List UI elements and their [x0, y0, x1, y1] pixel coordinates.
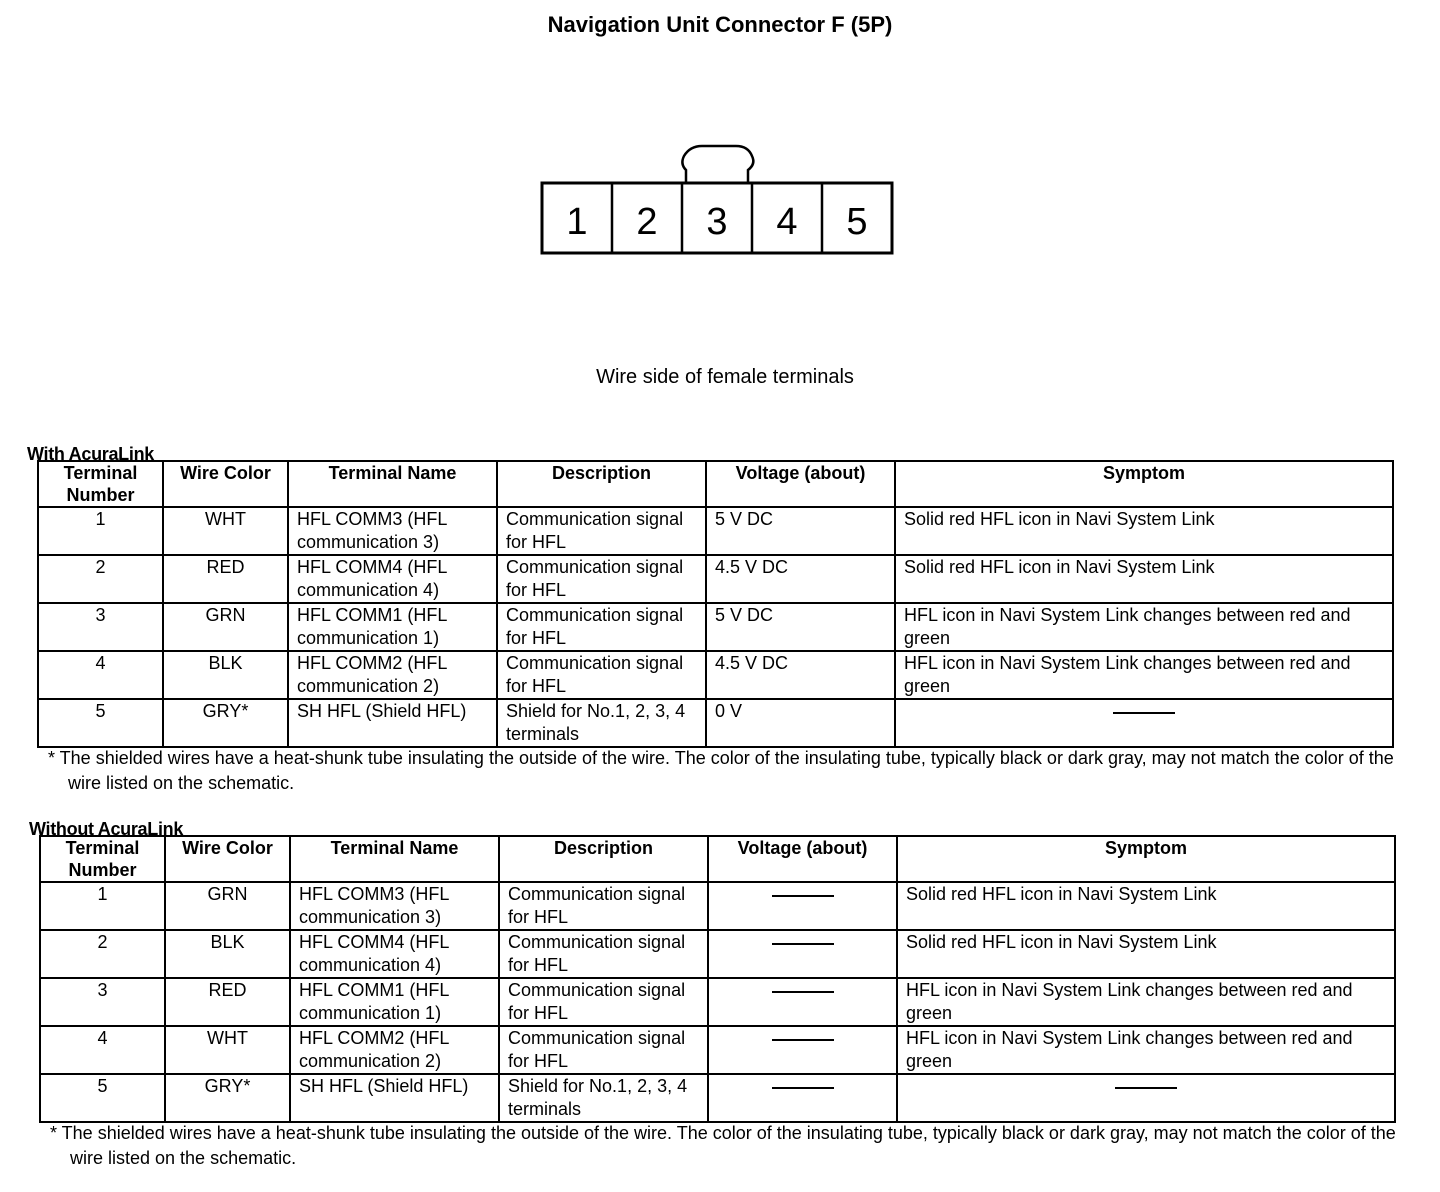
voltage-none: [708, 882, 897, 930]
voltage-none: [708, 1074, 897, 1122]
header-symptom: Symptom: [895, 461, 1393, 507]
connector-pin-4: 4: [776, 201, 798, 243]
symptom: HFL icon in Navi System Link changes between red and green: [897, 978, 1395, 1026]
symptom: Solid red HFL icon in Navi System Link: [895, 555, 1393, 603]
header-voltage: Voltage (about): [706, 461, 895, 507]
wire-color: WHT: [163, 507, 288, 555]
terminal-number: 2: [40, 930, 165, 978]
symptom: Solid red HFL icon in Navi System Link: [895, 507, 1393, 555]
connector-diagram: [540, 142, 894, 258]
table-row: [38, 507, 1393, 555]
description: Communication signal for HFL: [497, 651, 706, 699]
symptom-none: [895, 699, 1393, 747]
table-row: [40, 882, 1395, 930]
table-row: [40, 1074, 1395, 1122]
table-row: [38, 555, 1393, 603]
voltage: 5 V DC: [706, 603, 895, 651]
not-applicable-dash: [1115, 1087, 1177, 1089]
symptom: HFL icon in Navi System Link changes between red and green: [895, 603, 1393, 651]
wire-color: GRN: [165, 882, 290, 930]
symptom: Solid red HFL icon in Navi System Link: [897, 882, 1395, 930]
header-voltage: Voltage (about): [708, 836, 897, 882]
not-applicable-dash: [772, 1039, 834, 1041]
symptom: Solid red HFL icon in Navi System Link: [897, 930, 1395, 978]
voltage-none: [708, 978, 897, 1026]
description: Communication signal for HFL: [497, 555, 706, 603]
terminal-name: HFL COMM3 (HFL communication 3): [290, 882, 499, 930]
not-applicable-dash: [772, 1087, 834, 1089]
terminal-name: HFL COMM4 (HFL communication 4): [290, 930, 499, 978]
terminal-name: HFL COMM2 (HFL communication 2): [290, 1026, 499, 1074]
header-description: Description: [497, 461, 706, 507]
symptom-none: [897, 1074, 1395, 1122]
terminal-name: HFL COMM4 (HFL communication 4): [288, 555, 497, 603]
page-title: Navigation Unit Connector F (5P): [547, 12, 893, 37]
terminal-number: 2: [38, 555, 163, 603]
terminal-number: 4: [40, 1026, 165, 1074]
terminal-name: HFL COMM1 (HFL communication 1): [288, 603, 497, 651]
wire-color: RED: [163, 555, 288, 603]
wire-color: WHT: [165, 1026, 290, 1074]
terminal-number: 3: [40, 978, 165, 1026]
voltage-none: [708, 930, 897, 978]
description: Communication signal for HFL: [497, 507, 706, 555]
connector-pin-1: 1: [566, 201, 588, 243]
table-row: [38, 603, 1393, 651]
table-row: [40, 930, 1395, 978]
description: Shield for No.1, 2, 3, 4 terminals: [497, 699, 706, 747]
section-label-without-acuralink: Without AcuraLink: [29, 819, 184, 839]
connector-latch: [682, 146, 753, 184]
not-applicable-dash: [772, 943, 834, 945]
header-terminal-number: Terminal Number: [38, 461, 163, 507]
wire-color: RED: [165, 978, 290, 1026]
wire-color: GRY*: [163, 699, 288, 747]
shielded-wire-note: * The shielded wires have a heat-shunk tube insulating the outside of the wire. The color of the insulating tube, typically black or dark gray, may not match the color of the wire listed on the schematic.: [50, 1123, 1396, 1168]
table-header-row: [38, 461, 1393, 507]
without-acuralink-table: [39, 835, 1396, 1123]
voltage: 4.5 V DC: [706, 555, 895, 603]
table-header-row: [40, 836, 1395, 882]
description: Communication signal for HFL: [497, 603, 706, 651]
terminal-number: 5: [38, 699, 163, 747]
header-wire-color: Wire Color: [165, 836, 290, 882]
table-row: [40, 978, 1395, 1026]
header-symptom: Symptom: [897, 836, 1395, 882]
description: Communication signal for HFL: [499, 882, 708, 930]
table-row: [38, 651, 1393, 699]
wire-color: GRY*: [165, 1074, 290, 1122]
table-row: [40, 1026, 1395, 1074]
wire-color: BLK: [165, 930, 290, 978]
description: Shield for No.1, 2, 3, 4 terminals: [499, 1074, 708, 1122]
symptom: HFL icon in Navi System Link changes between red and green: [897, 1026, 1395, 1074]
not-applicable-dash: [772, 895, 834, 897]
description: Communication signal for HFL: [499, 978, 708, 1026]
terminal-name: HFL COMM2 (HFL communication 2): [288, 651, 497, 699]
description: Communication signal for HFL: [499, 1026, 708, 1074]
wire-color: GRN: [163, 603, 288, 651]
voltage: 0 V: [706, 699, 895, 747]
table-row: [38, 699, 1393, 747]
wire-color: BLK: [163, 651, 288, 699]
header-wire-color: Wire Color: [163, 461, 288, 507]
not-applicable-dash: [772, 991, 834, 993]
terminal-name: HFL COMM3 (HFL communication 3): [288, 507, 497, 555]
with-acuralink-table: [37, 460, 1394, 748]
header-terminal-number: Terminal Number: [40, 836, 165, 882]
connector-pin-5: 5: [846, 201, 868, 243]
terminal-number: 4: [38, 651, 163, 699]
terminal-name: SH HFL (Shield HFL): [288, 699, 497, 747]
voltage-none: [708, 1026, 897, 1074]
header-terminal-name: Terminal Name: [288, 461, 497, 507]
connector-caption: Wire side of female terminals: [596, 366, 854, 388]
terminal-number: 3: [38, 603, 163, 651]
terminal-name: SH HFL (Shield HFL): [290, 1074, 499, 1122]
not-applicable-dash: [1113, 712, 1175, 714]
terminal-name: HFL COMM1 (HFL communication 1): [290, 978, 499, 1026]
connector-pin-3: 3: [706, 201, 728, 243]
header-terminal-name: Terminal Name: [290, 836, 499, 882]
terminal-number: 1: [40, 882, 165, 930]
terminal-number: 5: [40, 1074, 165, 1122]
voltage: 5 V DC: [706, 507, 895, 555]
description: Communication signal for HFL: [499, 930, 708, 978]
symptom: HFL icon in Navi System Link changes between red and green: [895, 651, 1393, 699]
voltage: 4.5 V DC: [706, 651, 895, 699]
section-label-with-acuralink: With AcuraLink: [27, 444, 154, 464]
terminal-number: 1: [38, 507, 163, 555]
shielded-wire-note: * The shielded wires have a heat-shunk tube insulating the outside of the wire. The color of the insulating tube, typically black or dark gray, may not match the color of the wire listed on the schematic.: [48, 748, 1394, 793]
header-description: Description: [499, 836, 708, 882]
connector-pin-2: 2: [636, 201, 658, 243]
